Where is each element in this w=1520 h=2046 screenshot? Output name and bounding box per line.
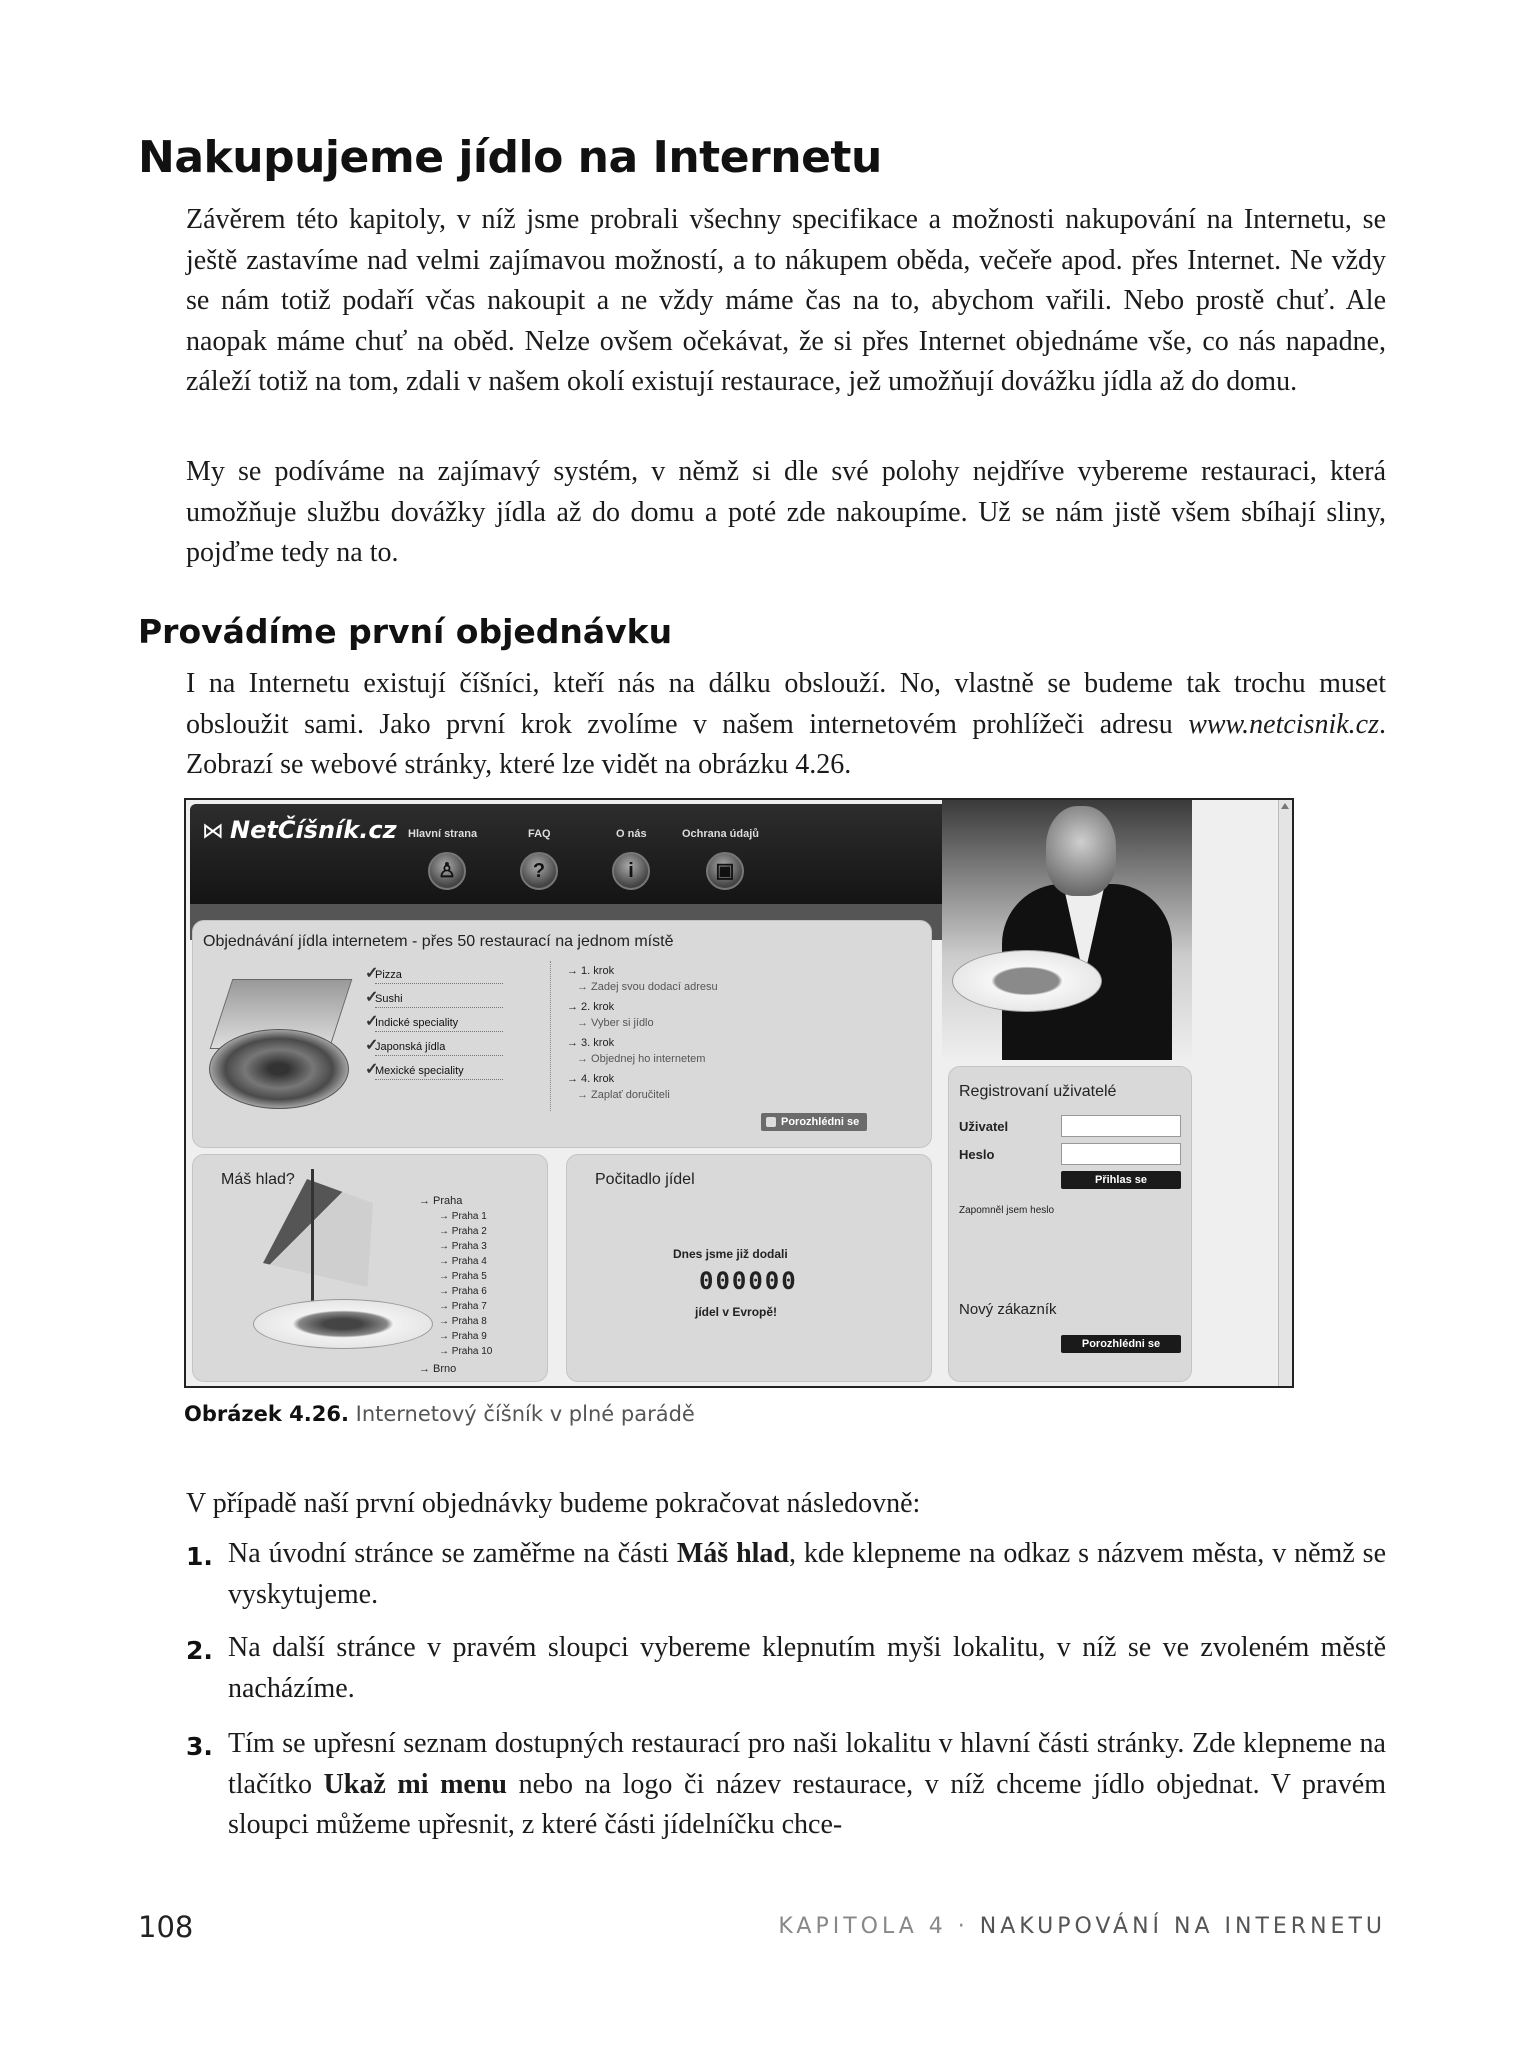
district-link[interactable]: → Praha 6 [439,1286,487,1297]
meal-counter: 000000 [699,1267,798,1295]
list-item-text: Tím se upřesní seznam dostupných restaurací pro naši lokalitu v hlavní části stránky. Zde klepneme na tlačítko [228,1728,1386,1800]
step-label: → 4. krok [567,1073,615,1085]
city-link[interactable]: → Praha [419,1195,463,1207]
info-icon[interactable]: i [612,852,650,890]
district-link[interactable]: → Praha 2 [439,1226,487,1237]
counter-panel-title: Počitadlo jídel [595,1171,695,1188]
list-item-text: Na úvodní stránce se zaměřme na části [228,1538,677,1569]
step-label: → 3. krok [567,1037,615,1049]
chapter-title: NAKUPOVÁNÍ NA INTERNETU [979,1914,1386,1939]
list-item [228,1724,1386,1846]
district-link[interactable]: → Praha 5 [439,1271,487,1282]
list-item-bold: Ukaž mi menu [323,1768,507,1800]
waiter-head [1046,806,1116,896]
list-number: 3. [186,1732,213,1761]
site-logo [202,816,397,844]
list-item [228,1628,1386,1709]
food-category[interactable]: Indické speciality [375,1017,503,1032]
pizza-image [203,979,353,1109]
login-panel-title: Registrovaní uživatelé [959,1083,1117,1100]
scrollbar[interactable] [1278,800,1292,1386]
question-icon[interactable]: ? [520,852,558,890]
paragraph-first-order-text: I na Internetu existují číšníci, kteří nás na dálku obslouží. No, vlastně se budeme tak trochu muset obsloužit sami. Jako první krok zvolíme v našem internetovém prohlížeči adresu [186,668,1386,740]
new-customer-title: Nový zákazník [959,1301,1057,1318]
flag-food-image [253,1169,373,1349]
browse-button[interactable]: Porozhlédni se [761,1113,867,1131]
step-detail: → Objednej ho internetem [577,1053,706,1065]
step-label: → 2. krok [567,1001,615,1013]
food-plate-image [253,1299,433,1349]
scroll-up-arrow-icon[interactable] [1281,803,1289,809]
username-label: Uživatel [959,1119,1009,1134]
nav-privacy[interactable]: Ochrana údajů [682,828,760,840]
check-icon: ✓ [365,1037,379,1054]
section-heading: Provádíme první objednávku [138,612,673,651]
district-link[interactable]: → Praha 1 [439,1211,487,1222]
city-link[interactable]: → Brno [419,1363,457,1375]
food-category[interactable]: Japonská jídla [375,1041,503,1056]
check-icon: ✓ [365,1061,379,1078]
username-input[interactable] [1061,1115,1181,1137]
nav-home[interactable]: Hlavní strana [408,828,478,840]
list-item-tail: , kde klepneme na odkaz s názvem města, v němž se vyskytujeme. [228,1538,1386,1610]
check-icon: ✓ [365,989,379,1006]
check-icon: ✓ [365,965,379,982]
bowtie-icon: ⋈ [202,819,224,844]
order-panel-divider [550,961,551,1111]
new-customer-button[interactable]: Porozhlédni se [1061,1335,1181,1353]
food-category[interactable]: Mexické speciality [375,1065,503,1080]
nav-faq[interactable]: FAQ [528,828,551,840]
district-link[interactable]: → Praha 8 [439,1316,487,1327]
lock-icon[interactable]: ▣ [706,852,744,890]
district-link[interactable]: → Praha 10 [439,1346,493,1357]
step-detail: → Zaplať doručiteli [577,1089,670,1101]
list-item-tail: nebo na logo či název restaurace, v níž chceme jídlo objednat. V pravém sloupci můžeme upřesnit, z které části jídelníčku chce- [228,1768,1386,1840]
caption-label: Obrázek 4.26. [184,1402,349,1426]
list-intro: V případě naší první objednávky budeme pokračovat následovně: [186,1488,921,1519]
counter-line2: jídel v Evropě! [695,1305,778,1319]
step-detail: → Vyber si jídlo [577,1017,654,1029]
pizza-pie [209,1029,349,1109]
website-url: www.netcisnik.cz [1188,708,1379,740]
flag-pole [311,1169,314,1319]
caption-text: Internetový číšník v plné parádě [348,1402,695,1426]
district-link[interactable]: → Praha 3 [439,1241,487,1252]
check-icon: ✓ [365,1013,379,1030]
paragraph-first-order-tail: . Zobrazí se webové stránky, které lze vidět na obrázku 4.26. [186,708,1386,780]
flag-cloth [263,1179,373,1299]
paragraph-system: My se podíváme na zajímavý systém, v němž si dle své polohy nejdříve vybereme restauraci, která umožňuje službu dovážky jídla až do domu a poté zde nakoupíme. Už se nám jistě všem sbíhají sliny, pojďme tedy na to. [186,456,1386,568]
running-footer [778,1914,1386,1939]
step-detail: → Zadej svou dodací adresu [577,981,718,993]
list-number: 2. [186,1636,213,1665]
order-panel-title: Objednávání jídla internetem - přes 50 restaurací na jednom místě [203,933,674,950]
district-link[interactable]: → Praha 7 [439,1301,487,1312]
counter-line1: Dnes jsme již dodali [673,1247,788,1261]
nav-about[interactable]: O nás [616,828,647,840]
password-label: Heslo [959,1147,995,1162]
figure-caption [184,1402,695,1426]
food-category[interactable]: Sushi [375,993,503,1008]
list-item [228,1534,1386,1615]
person-icon[interactable]: ♙ [428,852,466,890]
login-panel [948,1066,1192,1382]
page-number: 108 [138,1910,194,1944]
website-screenshot [184,798,1294,1388]
page-heading: Nakupujeme jídlo na Internetu [138,132,882,183]
counter-panel [566,1154,932,1382]
login-button[interactable]: Přihlas se [1061,1171,1181,1189]
list-item-bold: Máš hlad [676,1538,789,1569]
order-panel [192,920,932,1148]
hungry-panel-title: Máš hlad? [221,1171,295,1188]
hungry-panel [192,1154,548,1382]
food-plate-image [952,950,1102,1012]
chapter-label: KAPITOLA 4 · [778,1914,980,1939]
waiter-image [942,800,1192,1060]
password-input[interactable] [1061,1143,1181,1165]
list-item-text: Na další stránce v pravém sloupci vybereme klepnutím myši lokalitu, v níž se ve zvoleném městě nacházíme. [228,1632,1386,1704]
district-link[interactable]: → Praha 4 [439,1256,487,1267]
forgot-password-link[interactable]: Zapomněl jsem heslo [959,1205,1055,1216]
step-label: → 1. krok [567,965,615,977]
food-category[interactable]: Pizza [375,969,503,984]
paragraph-first-order [186,664,1386,786]
list-number: 1. [186,1542,213,1571]
paragraph-intro: Závěrem této kapitoly, v níž jsme probrali všechny specifikace a možnosti nakupování na Internetu, se ještě zastavíme nad velmi zajímavou možností, a to nákupem oběda, večeře apod. přes Internet. Ne vždy se nám totiž podaří včas nakoupit a ne vždy máme čas na to, abychom vařili. Nebo prostě chuť. Ale naopak máme chuť na oběd. Nelze ovšem očekávat, že si přes Internet objednáme vše, co nás napadne, záleží totiž na tom, zdali v našem okolí existují restaurace, jež umožňují dovážku jídla až do domu. [186,204,1386,397]
district-link[interactable]: → Praha 9 [439,1331,487,1342]
site-logo-text: NetČíšník.cz [230,816,397,844]
